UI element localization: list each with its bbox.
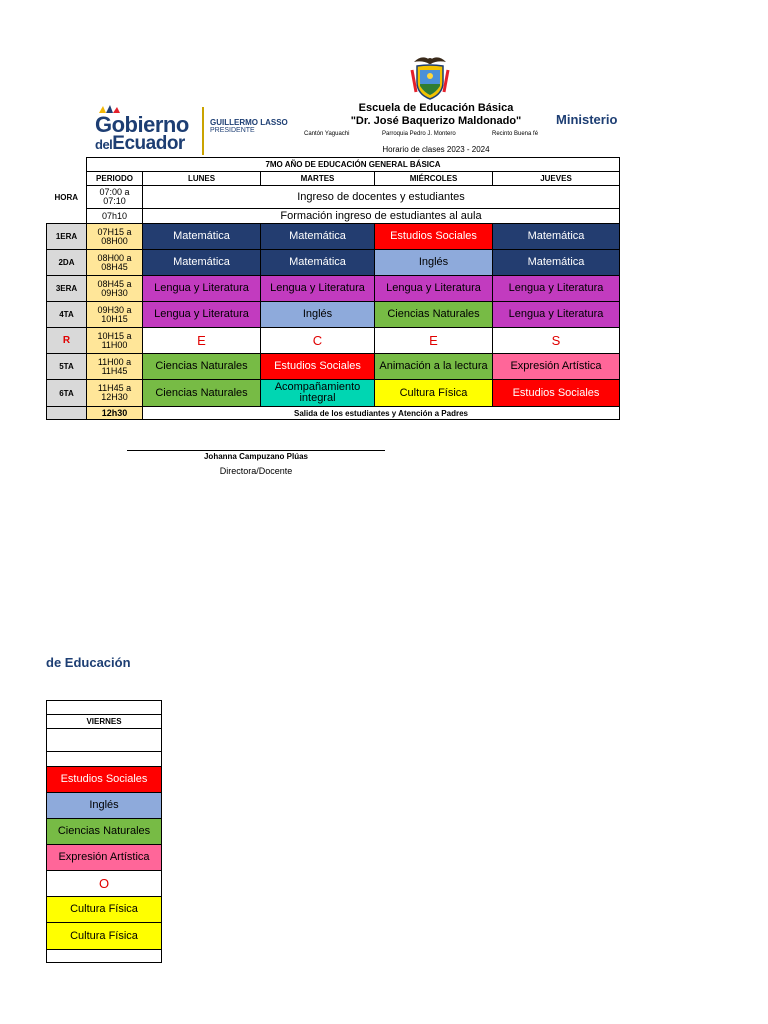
salida-row <box>47 407 620 420</box>
period-label: 5TA <box>47 354 87 380</box>
subject-cell: Inglés <box>47 793 162 819</box>
day-header: MARTES <box>261 172 375 186</box>
subject-cell: Ciencias Naturales <box>143 354 261 380</box>
hora-label: HORA <box>54 192 79 202</box>
subject-cell: Matemática <box>493 250 620 276</box>
subject-cell: Animación a la lectura <box>375 354 493 380</box>
formacion-row <box>47 209 620 224</box>
canton-text: Cantón Yaguachi <box>304 131 350 137</box>
subject-cell: Ciencias Naturales <box>375 302 493 328</box>
period-label: 1ERA <box>47 224 87 250</box>
period-time: 11H00 a 11H45 <box>87 354 143 380</box>
period-label: R <box>47 328 87 354</box>
gobierno-ecuador-logo <box>95 104 195 154</box>
grade-title: 7MO AÑO DE EDUCACIÓN GENERAL BÁSICA <box>87 158 620 172</box>
subject-cell: Acompañamiento integral <box>261 380 375 407</box>
subject-cell: Matemática <box>143 224 261 250</box>
formacion-time: 07h10 <box>87 209 143 224</box>
gobierno-logo-ecuador: Ecuador <box>112 133 185 154</box>
subject-cell: Matemática <box>493 224 620 250</box>
parroquia-text: Parroquia Pedro J. Montero <box>382 131 456 137</box>
salida-cell-continued <box>47 950 162 963</box>
president-title: PRESIDENTE <box>210 127 255 134</box>
schedule-table <box>46 157 620 420</box>
coat-of-arms-icon <box>408 52 452 102</box>
school-title <box>300 102 572 128</box>
subject-cell: S <box>493 328 620 354</box>
subject-cell: Estudios Sociales <box>261 354 375 380</box>
period-label: 4TA <box>47 302 87 328</box>
day-header: LUNES <box>143 172 261 186</box>
subject-cell: Lengua y Literatura <box>493 276 620 302</box>
formacion-text: Formación ingreso de estudiantes al aula <box>143 209 620 224</box>
subject-cell: Estudios Sociales <box>493 380 620 407</box>
subject-cell: E <box>143 328 261 354</box>
schedule-row <box>47 845 162 871</box>
periodo-header: PERIODO <box>87 172 143 186</box>
period-time: 07H15 a 08H00 <box>87 224 143 250</box>
schedule-row <box>47 250 620 276</box>
salida-text: Salida de los estudiantes y Atención a Padres <box>143 407 620 420</box>
ingreso-cell-continued <box>47 729 162 752</box>
schedule-row <box>47 328 620 354</box>
subject-cell: Ciencias Naturales <box>143 380 261 407</box>
grade-row <box>47 158 620 172</box>
subject-cell: Lengua y Literatura <box>261 276 375 302</box>
gobierno-logo-line2 <box>95 133 185 155</box>
period-time: 10H15 a 11H00 <box>87 328 143 354</box>
schedule-row <box>47 793 162 819</box>
period-time: 11H45 a 12H30 <box>87 380 143 407</box>
viernes-table <box>46 700 162 963</box>
day-header-row <box>47 172 620 186</box>
subject-cell: Cultura Física <box>47 923 162 950</box>
signature-line <box>127 450 385 451</box>
signature-name: Johanna Campuzano Plúas <box>203 452 309 461</box>
subject-cell: Lengua y Literatura <box>143 302 261 328</box>
period-time: 08H00 a 08H45 <box>87 250 143 276</box>
subject-cell: Estudios Sociales <box>375 224 493 250</box>
recinto-text: Recinto Buena fé <box>492 131 539 137</box>
ingreso-time: 07:00 a 07:10 <box>87 186 143 209</box>
schedule-row <box>47 276 620 302</box>
subject-cell: Expresión Artística <box>47 845 162 871</box>
signature-role: Directora/Docente <box>219 466 293 476</box>
school-title-line2: "Dr. José Baquerizo Maldonado" <box>350 115 522 127</box>
subject-cell: E <box>375 328 493 354</box>
president-block <box>210 119 288 135</box>
schedule-year: Horario de clases 2023 - 2024 <box>382 145 490 154</box>
subject-cell: Cultura Física <box>375 380 493 407</box>
subject-cell: Lengua y Literatura <box>493 302 620 328</box>
period-label: 2DA <box>47 250 87 276</box>
day-header: MIÉRCOLES <box>375 172 493 186</box>
president-name: GUILLERMO LASSO <box>210 118 288 127</box>
ministerio-logo-text: Ministerio <box>556 112 618 127</box>
schedule-row <box>47 224 620 250</box>
schedule-row <box>47 302 620 328</box>
period-label: 3ERA <box>47 276 87 302</box>
schedule-row <box>47 380 620 407</box>
subject-cell: Ciencias Naturales <box>47 819 162 845</box>
period-time: 08H45 a 09H30 <box>87 276 143 302</box>
period-label: 6TA <box>47 380 87 407</box>
subject-cell: Lengua y Literatura <box>143 276 261 302</box>
ingreso-text: Ingreso de docentes y estudiantes <box>143 186 620 209</box>
subject-cell: C <box>261 328 375 354</box>
ministerio-logo-text-cont: de Educación <box>46 655 131 670</box>
subject-cell: Matemática <box>261 224 375 250</box>
period-time: 09H30 a 10H15 <box>87 302 143 328</box>
formacion-cell-continued <box>47 752 162 767</box>
schedule-row <box>47 897 162 923</box>
subject-cell: Expresión Artística <box>493 354 620 380</box>
subject-cell: Lengua y Literatura <box>375 276 493 302</box>
subject-cell: Matemática <box>143 250 261 276</box>
salida-time: 12h30 <box>87 407 143 420</box>
subject-cell: Cultura Física <box>47 897 162 923</box>
subject-cell: Estudios Sociales <box>47 767 162 793</box>
day-header: VIERNES <box>47 715 162 729</box>
schedule-row <box>47 767 162 793</box>
logo-divider <box>202 107 204 155</box>
subject-cell: Matemática <box>261 250 375 276</box>
subject-cell: Inglés <box>261 302 375 328</box>
day-header: JUEVES <box>493 172 620 186</box>
grade-row-continued <box>47 701 162 715</box>
schedule-row <box>47 871 162 897</box>
subject-cell: O <box>47 871 162 897</box>
schedule-row <box>47 819 162 845</box>
school-title-line1: Escuela de Educación Básica <box>358 102 514 114</box>
schedule-row <box>47 923 162 950</box>
gobierno-logo-del: del <box>95 137 113 152</box>
subject-cell: Inglés <box>375 250 493 276</box>
gobierno-logo-line1: Gobierno <box>95 112 189 137</box>
schedule-row <box>47 354 620 380</box>
ingreso-row <box>47 186 620 209</box>
